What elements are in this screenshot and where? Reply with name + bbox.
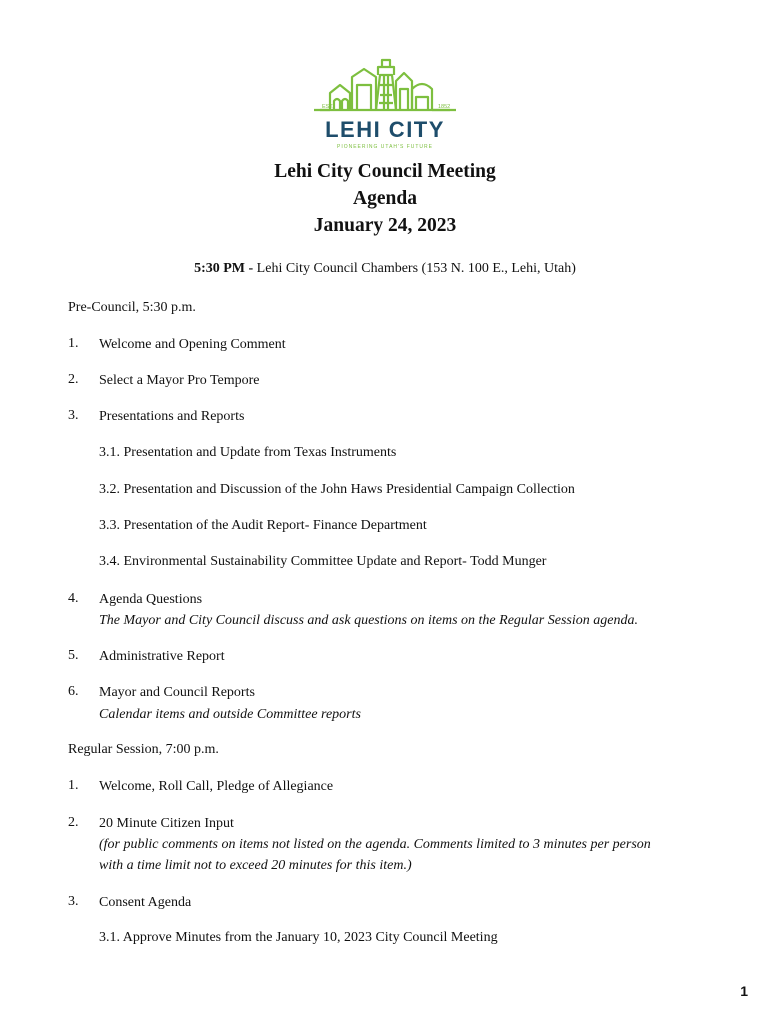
item-number: 3.: [68, 894, 79, 909]
item-text: 20 Minute Citizen Input: [99, 816, 234, 831]
item-note: (for public comments on items not listed on the agenda. Comments limited to 3 minutes per person: [99, 837, 651, 852]
regular-session-heading: Regular Session, 7:00 p.m.: [68, 742, 219, 757]
subitem: 3.3. Presentation of the Audit Report- Finance Department: [99, 518, 427, 533]
meeting-time-location: [0, 261, 770, 277]
agenda-subtitle: Agenda: [353, 188, 417, 209]
item-text: Mayor and Council Reports: [99, 685, 255, 700]
item-note: Calendar items and outside Committee reports: [99, 707, 361, 722]
item-number: 2.: [68, 372, 79, 387]
subitem: 3.1. Presentation and Update from Texas Instruments: [99, 445, 397, 460]
item-note: with a time limit not to exceed 20 minutes for this item.): [99, 858, 412, 873]
meeting-location: Lehi City Council Chambers (153 N. 100 E., Lehi, Utah): [256, 261, 576, 276]
svg-text:1852: 1852: [438, 104, 451, 110]
item-text: Select a Mayor Pro Tempore: [99, 373, 260, 388]
item-number: 5.: [68, 648, 79, 663]
subitem: 3.2. Presentation and Discussion of the John Haws Presidential Campaign Collection: [99, 482, 575, 497]
lehi-city-logo: [300, 55, 470, 155]
subitem: 3.4. Environmental Sustainability Committee Update and Report- Todd Munger: [99, 554, 547, 569]
agenda-title-block: [0, 158, 770, 239]
meeting-date: January 24, 2023: [313, 215, 457, 236]
item-text: Agenda Questions: [99, 592, 203, 607]
item-number: 1.: [68, 336, 79, 351]
item-text: Administrative Report: [99, 649, 225, 664]
item-note: The Mayor and City Council discuss and ask questions on items on the Regular Session agenda.: [99, 613, 638, 628]
meeting-time: 5:30 PM -: [194, 261, 254, 276]
item-number: 3.: [68, 408, 79, 423]
svg-text:EST.: EST.: [322, 104, 334, 110]
item-number: 6.: [68, 684, 79, 699]
item-number: 1.: [68, 778, 79, 793]
skyline-icon: [300, 55, 470, 155]
item-text: Presentations and Reports: [99, 409, 245, 424]
svg-text:LEHI CITY: LEHI CITY: [325, 117, 445, 142]
meeting-title: Lehi City Council Meeting: [274, 161, 496, 182]
item-text: Welcome and Opening Comment: [99, 337, 286, 352]
svg-text:PIONEERING UTAH'S FUTURE: PIONEERING UTAH'S FUTURE: [337, 144, 433, 150]
precouncil-heading: Pre-Council, 5:30 p.m.: [68, 300, 196, 315]
subitem: 3.1. Approve Minutes from the January 10, 2023 City Council Meeting: [99, 930, 498, 945]
page-number: 1: [740, 983, 748, 999]
item-number: 2.: [68, 815, 79, 830]
item-text: Welcome, Roll Call, Pledge of Allegiance: [99, 779, 334, 794]
item-number: 4.: [68, 591, 79, 606]
item-text: Consent Agenda: [99, 895, 192, 910]
